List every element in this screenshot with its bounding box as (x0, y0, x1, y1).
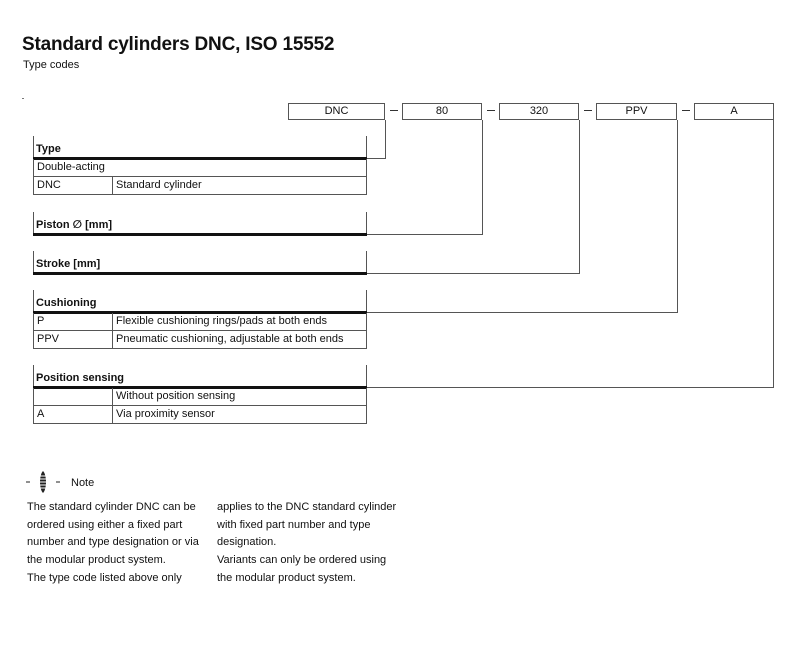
note-line: designation. (217, 536, 277, 549)
code-box-cushioning: PPV (596, 103, 677, 120)
note-line: ordered using either a fixed part (27, 518, 183, 531)
row-code: A (37, 408, 45, 420)
connector-line-type (385, 120, 386, 158)
row-desc: Via proximity sensor (116, 408, 215, 420)
code-separator (390, 110, 398, 111)
code-box-type: DNC (288, 103, 385, 120)
decorative-dot (22, 98, 24, 99)
note-line: the modular product system. (27, 554, 166, 567)
connector-line-stroke (367, 273, 580, 274)
connector-line-stroke (579, 120, 580, 273)
section-header (33, 136, 367, 159)
section-header (33, 290, 367, 313)
table-row (33, 388, 367, 406)
note-line: the modular product system. (217, 571, 356, 584)
connector-line-type (367, 158, 386, 159)
note-label: Note (71, 477, 95, 489)
connector-line-cushioning (677, 120, 678, 312)
section-title: Type (36, 143, 61, 155)
section-header (33, 365, 367, 388)
page-title: Standard cylinders DNC, ISO 15552 (22, 34, 335, 55)
row-code: PPV (37, 333, 60, 345)
row-code: DNC (37, 179, 61, 191)
connector-line-piston (482, 120, 483, 234)
note-icon (25, 470, 61, 494)
note-line: Variants can only be ordered using (217, 554, 387, 567)
section-title: Position sensing (36, 372, 125, 384)
section-title: Cushioning (36, 297, 97, 309)
table-row (33, 406, 367, 424)
section-title: Piston ∅ [mm] (36, 219, 113, 231)
row-desc: Standard cylinder (116, 179, 202, 191)
note-line: with fixed part number and type (217, 518, 371, 531)
connector-line-cushioning (367, 312, 678, 313)
code-box-stroke: 320 (499, 103, 579, 120)
section-header (33, 212, 367, 235)
note-text-col-2 (217, 499, 396, 588)
section-stroke (33, 251, 367, 274)
code-separator (682, 110, 690, 111)
code-box-sensing: A (694, 103, 774, 120)
note-text-col-1 (27, 499, 199, 588)
note-line: number and type designation or via (27, 536, 199, 549)
section-title: Stroke [mm] (36, 258, 101, 270)
section-header (33, 251, 367, 274)
row-desc: Without position sensing (116, 390, 236, 402)
section-cushioning (33, 290, 367, 349)
code-box-piston: 80 (402, 103, 482, 120)
code-separator (584, 110, 592, 111)
code-separator (487, 110, 495, 111)
row-code: P (37, 315, 45, 327)
connector-line-sensing (773, 120, 774, 387)
row-code: Double-acting (37, 161, 105, 173)
table-row (33, 177, 367, 195)
table-row (33, 331, 367, 349)
section-type (33, 136, 367, 195)
table-row (33, 313, 367, 331)
row-desc: Flexible cushioning rings/pads at both ends (116, 315, 327, 327)
section-piston (33, 212, 367, 235)
note-line: The type code listed above only (27, 571, 182, 584)
section-position-sensing (33, 365, 367, 424)
connector-line-piston (367, 234, 483, 235)
connector-line-sensing (367, 387, 774, 388)
note-line: applies to the DNC standard cylinder (217, 501, 397, 513)
row-desc: Pneumatic cushioning, adjustable at both ends (116, 333, 344, 345)
page-subtitle: Type codes (23, 59, 80, 71)
note-line: The standard cylinder DNC can be (27, 501, 196, 513)
table-row (33, 159, 367, 177)
